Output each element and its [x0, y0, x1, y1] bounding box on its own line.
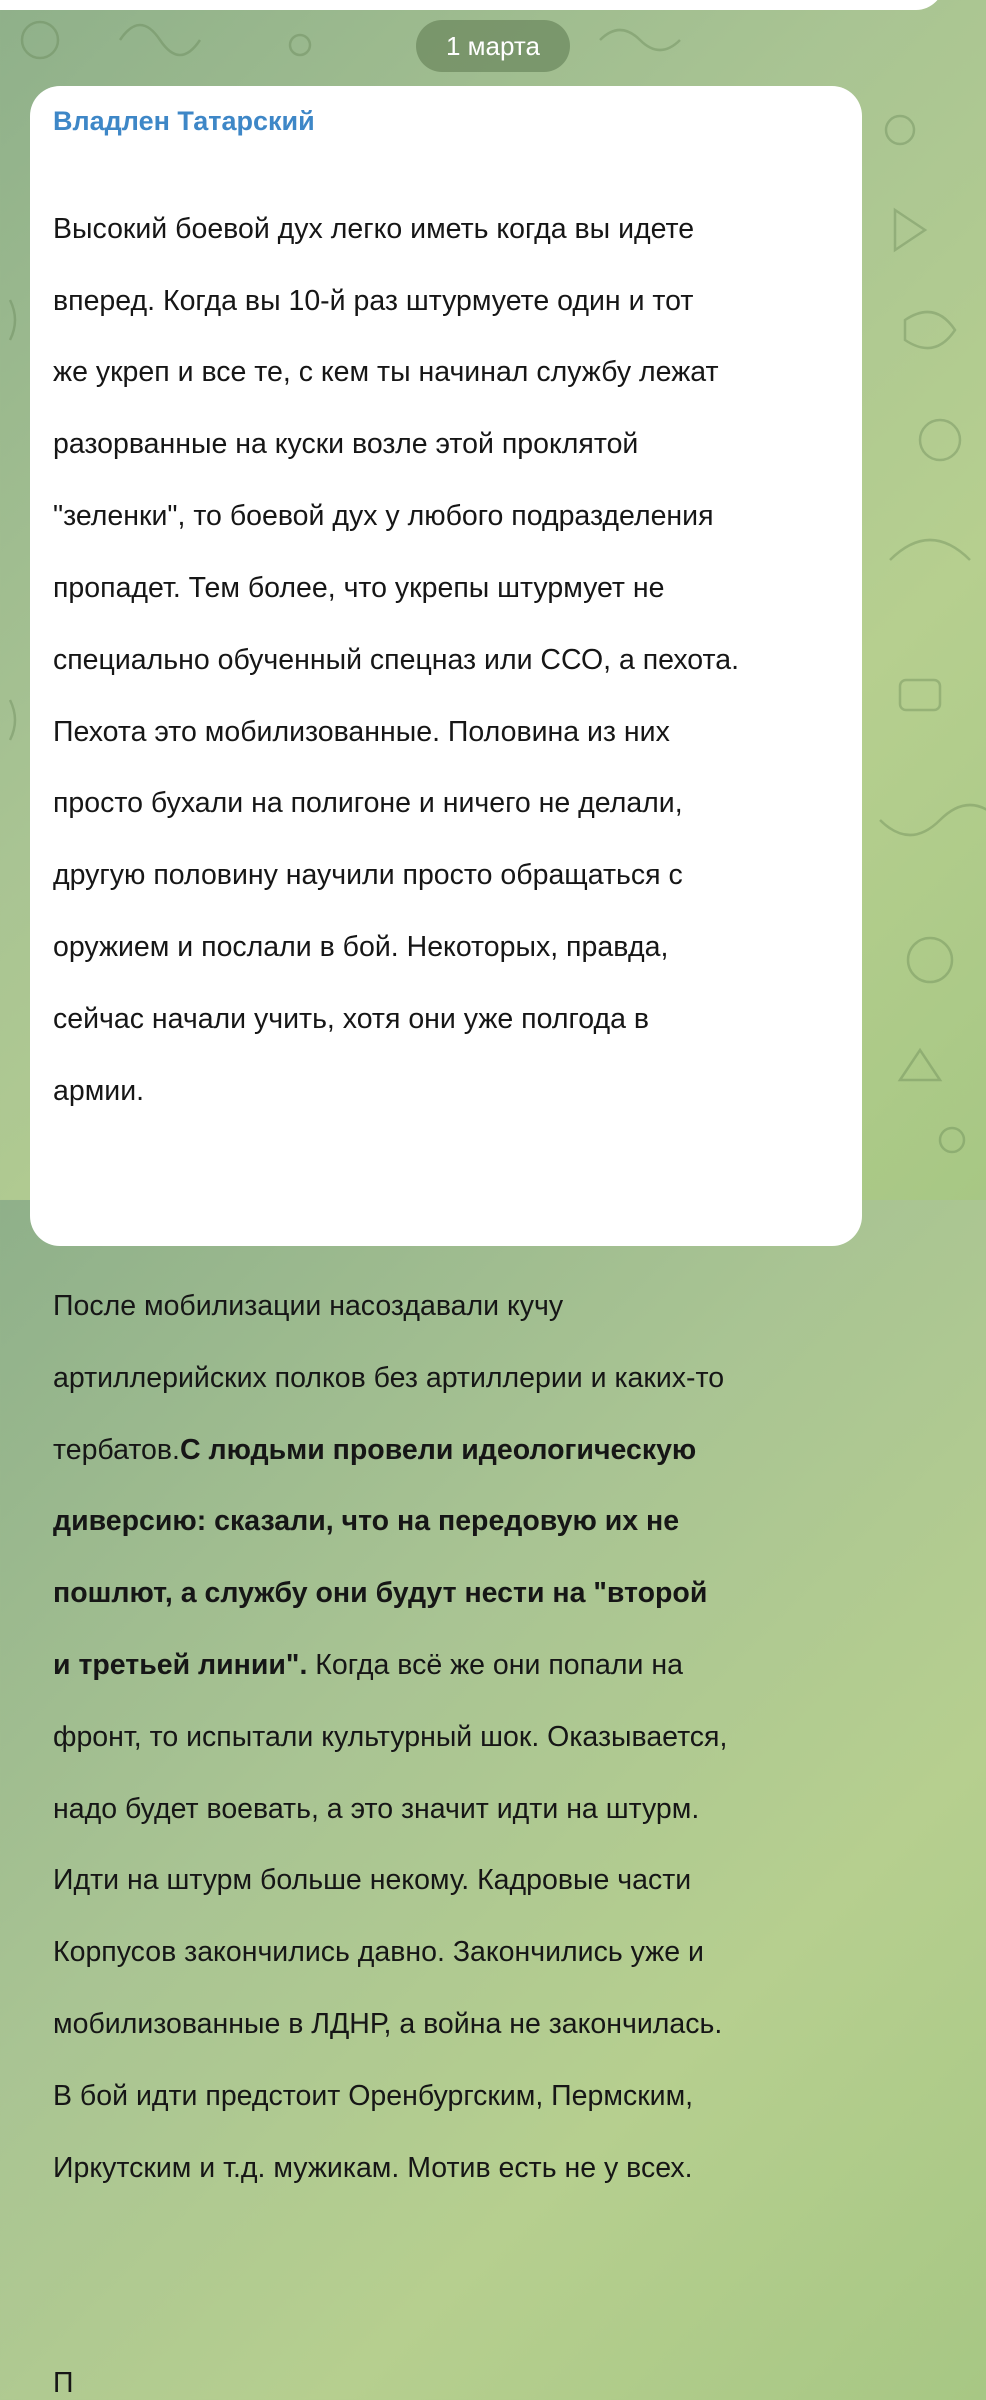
- message-paragraph-2: [53, 1253, 838, 2222]
- text-line: Высокий боевой дух легко иметь когда вы идете: [53, 212, 695, 245]
- message-sender-name[interactable]: Владлен Татарский: [53, 106, 315, 136]
- text-line: В бой идти предстоит Оренбургским, Пермским,: [53, 2079, 694, 2112]
- text-line: Пехота это мобилизованные. Половина из них: [53, 715, 670, 748]
- message-paragraph-3: [53, 2330, 838, 2400]
- previous-message-bubble: [0, 0, 944, 10]
- paragraph-gap: [53, 2258, 838, 2294]
- text-line: После мобилизации насоздавали кучу: [53, 1289, 564, 1322]
- text-line: же укреп и все те, с кем ты начинал службу лежат: [53, 356, 719, 389]
- text-line: другую половину научили просто обращаться с: [53, 859, 683, 892]
- text-line: "зеленки", то боевой дух у любого подразделения: [53, 500, 714, 533]
- message-paragraph-1: [53, 176, 838, 1145]
- text-line: армии.: [53, 1074, 145, 1107]
- text-line: Идти на штурм больше некому. Кадровые части: [53, 1864, 692, 1897]
- text-bold: пошлют, а службу они будут нести на "второй: [53, 1577, 708, 1610]
- text-line: пропадет. Тем более, что укрепы штурмует не: [53, 571, 665, 604]
- text-line: сейчас начали учить, хотя они уже полгода в: [53, 1002, 649, 1035]
- text-line: мобилизованные в ЛДНР, а война не закончилась.: [53, 2008, 723, 2041]
- text-bold: и третьей линии".: [53, 1649, 308, 1682]
- text-line: [53, 1648, 838, 1684]
- text-line: надо будет воевать, а это значит идти на штурм.: [53, 1792, 700, 1825]
- text-plain: тербатов.: [53, 1433, 180, 1466]
- text-line: Иркутским и т.д. мужикам. Мотив есть не у всех.: [53, 2151, 693, 2184]
- text-line: Корпусов закончились давно. Закончились уже и: [53, 1936, 704, 1969]
- text-line: фронт, то испытали культурный шок. Оказывается,: [53, 1720, 728, 1753]
- date-separator: 1 марта: [416, 20, 570, 72]
- text-line: [53, 1576, 838, 1612]
- text-line: артиллерийских полков без артиллерии и каких-то: [53, 1361, 725, 1394]
- text-line: специально обученный спецназ или ССО, а пехота.: [53, 643, 740, 676]
- text-line: вперед. Когда вы 10-й раз штурмуете один и тот: [53, 284, 694, 317]
- paragraph-gap: [53, 1181, 838, 1217]
- message-text: [53, 140, 838, 2400]
- text-line: оружием и послали в бой. Некоторых, правда,: [53, 930, 669, 963]
- text-line: [53, 1433, 838, 1469]
- message-bubble[interactable]: [30, 86, 862, 2400]
- text-line: разорванные на куски возле этой проклятой: [53, 428, 639, 461]
- text-line: просто бухали на полигоне и ничего не делали,: [53, 787, 683, 820]
- text-bold: диверсию: сказали, что на передовую их не: [53, 1505, 680, 1538]
- text-bold: С людьми провели идеологическую: [179, 1433, 697, 1466]
- text-plain: Когда всё же они попали на: [307, 1649, 683, 1682]
- text-line: [53, 1504, 838, 1540]
- text-line: П: [53, 2367, 74, 2400]
